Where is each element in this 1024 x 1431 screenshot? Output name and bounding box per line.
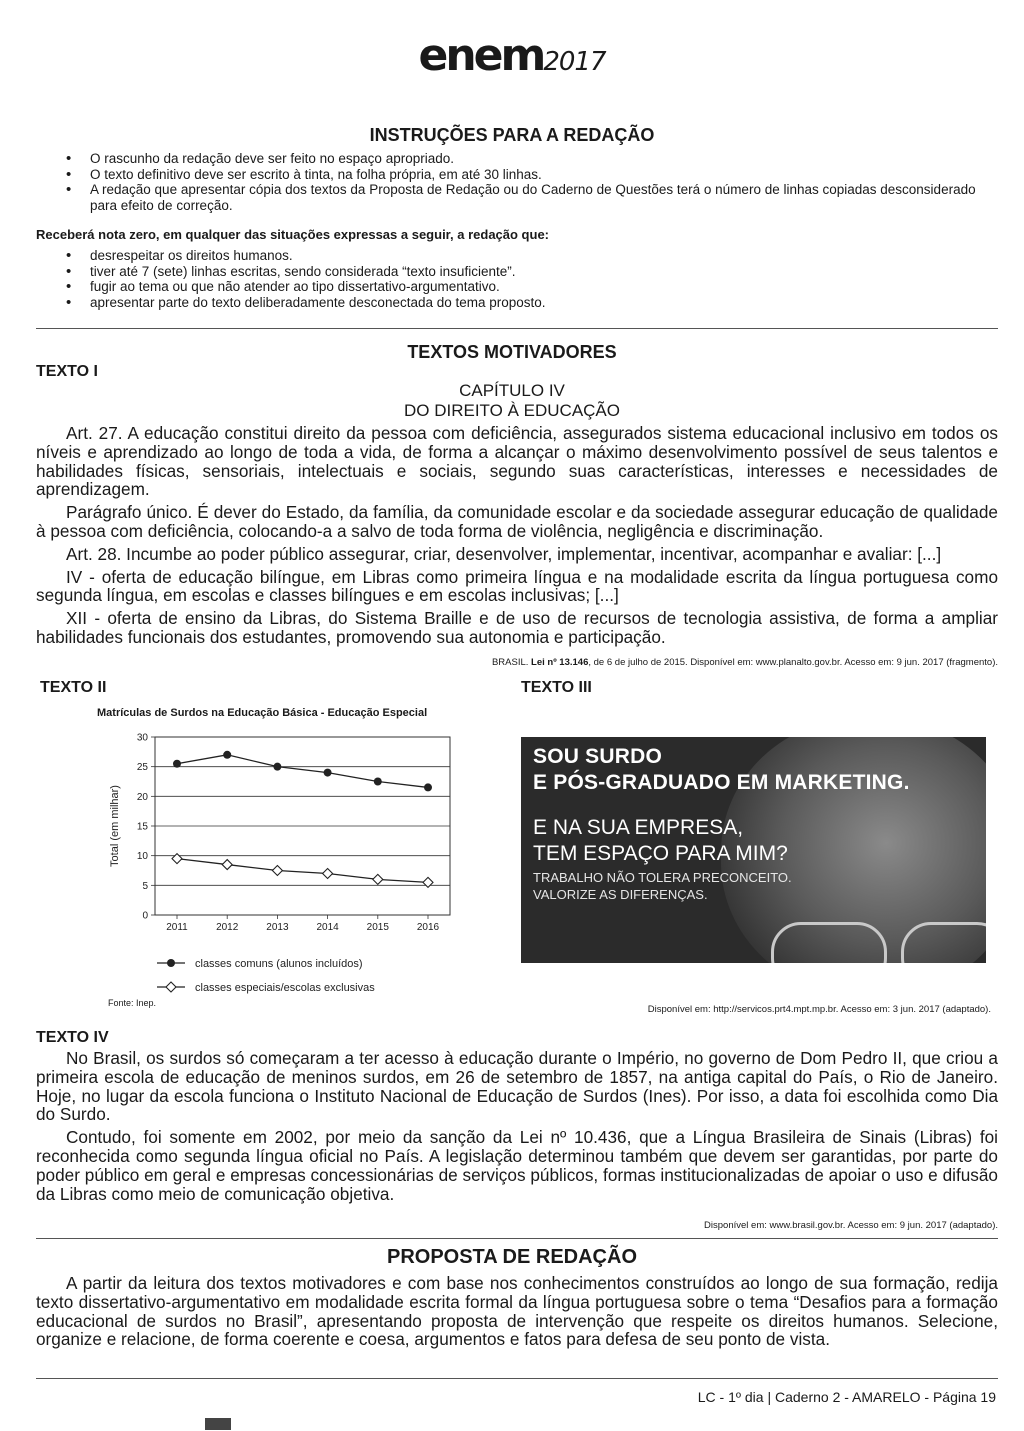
texto1-label: TEXTO I xyxy=(36,363,98,380)
paragraph: XII - oferta de ensino da Libras, do Sistema Braille e de uso de recursos de tecnologia assistiva, de forma a ampliar habilidades funcionais dos estudantes, promovendo sua autonomia e participação. xyxy=(36,608,998,647)
legend-label: classes comuns (alunos incluídos) xyxy=(195,958,363,970)
texto1-body xyxy=(36,424,998,651)
x-tick-label: 2016 xyxy=(416,922,440,933)
zero-condition-item: • apresentar parte do texto deliberadamente desconectada do tema proposto. xyxy=(36,295,1000,311)
x-tick-label: 2014 xyxy=(316,922,339,933)
proposal-title: PROPOSTA DE REDAÇÃO xyxy=(386,1246,638,1268)
x-tick-label: 2011 xyxy=(166,922,188,933)
data-point xyxy=(173,760,181,768)
zero-heading: Receberá nota zero, em qualquer das situações expressas a seguir, a redação que: xyxy=(36,227,549,242)
y-tick-label: 15 xyxy=(136,821,148,833)
data-point xyxy=(374,778,382,786)
instructions-list xyxy=(36,151,1000,213)
page-footer: LC - 1º dia | Caderno 2 - AMARELO - Página 19 xyxy=(697,1389,996,1405)
x-tick-label: 2013 xyxy=(266,922,289,933)
instruction-item: • A redação que apresentar cópia dos textos da Proposta de Redação ou do Caderno de Questões terá o número de linhas copiadas desconsiderado para efeito de correção. xyxy=(36,182,1000,213)
paragraph: Art. 28. Incumbe ao poder público assegurar, criar, desenvolver, implementar, incentivar, acompanhar e avaliar: [...] xyxy=(66,543,942,564)
data-point xyxy=(272,866,282,876)
ad-line-2: E PÓS-GRADUADO EM MARKETING. xyxy=(533,771,910,794)
series-line xyxy=(177,755,428,788)
paragraph: Art. 27. A educação constitui direito da pessoa com deficiência, assegurados sistema educacional inclusivo em todos os níveis e aprendizado ao longo de toda a vida, de forma a alcançar o máximo desenvolvimento possível de seus talentos e habilidades físicas, sensoriais, intelectuais e sociais, segundo suas características, interesses e necessidades de aprendizagem. xyxy=(36,423,998,500)
texto3-label: TEXTO III xyxy=(521,679,592,696)
y-tick-label: 20 xyxy=(136,791,148,803)
motivators-title: TEXTOS MOTIVADORES xyxy=(407,342,617,362)
logo-year: 2017 xyxy=(543,47,606,77)
texto4-label: TEXTO IV xyxy=(36,1029,109,1046)
legend-label: classes especiais/escolas exclusivas xyxy=(195,982,375,994)
paragraph: No Brasil, os surdos só começaram a ter acesso à educação durante o Império, no governo de Dom Pedro II, que criou a primeira escola de educação de meninos surdos, em 26 de setembro de 1857, na antiga capital do País, o Rio de Janeiro. Hoje, no lugar da escola funciona o Instituto Nacional de Educação de Surdos (Ines). Por isso, a data foi escolhida como Dia do Surdo. xyxy=(36,1048,998,1125)
data-point xyxy=(273,763,281,771)
chapter-number: CAPÍTULO IV xyxy=(459,381,565,400)
divider xyxy=(36,1378,998,1379)
y-axis-label: Total (em milhar) xyxy=(109,785,121,867)
instruction-item: • O texto definitivo deve ser escrito à tinta, na folha própria, em até 30 linhas. xyxy=(36,167,1000,183)
data-point xyxy=(424,783,432,791)
paragraph: Parágrafo único. É dever do Estado, da família, da comunidade escolar e da sociedade assegurar educação de qualidade à pessoa com deficiência, colocando-a a salvo de toda forma de violência, negligência e discriminação. xyxy=(36,502,998,541)
line-chart xyxy=(90,722,470,1012)
data-point xyxy=(223,751,231,759)
zero-conditions-list xyxy=(36,248,1000,310)
y-tick-label: 0 xyxy=(142,910,148,922)
glasses-icon xyxy=(901,922,986,963)
chart-title: Matrículas de Surdos na Educação Básica - Educação Especial xyxy=(97,707,428,719)
data-point xyxy=(373,874,383,884)
zero-condition-item: • desrespeitar os direitos humanos. xyxy=(36,248,1000,264)
data-point xyxy=(423,877,433,887)
y-tick-label: 30 xyxy=(136,732,148,744)
data-point xyxy=(172,854,182,864)
ad-line-4: TEM ESPAÇO PARA MIM? xyxy=(533,842,788,865)
zero-condition-item: • fugir ao tema ou que não atender ao tipo dissertativo-argumentativo. xyxy=(36,279,1000,295)
campaign-ad-image xyxy=(521,737,986,963)
ad-line-6: VALORIZE AS DIFERENÇAS. xyxy=(533,887,708,902)
divider xyxy=(36,1238,998,1239)
ad-line-5: TRABALHO NÃO TOLERA PRECONCEITO. xyxy=(533,870,792,885)
texto4-source: Disponível em: www.brasil.gov.br. Acesso em: 9 jun. 2017 (adaptado). xyxy=(704,1220,998,1231)
enem-logo xyxy=(0,30,1024,81)
zero-condition-item: • tiver até 7 (sete) linhas escritas, sendo considerada “texto insuficiente”. xyxy=(36,264,1000,280)
y-tick-label: 25 xyxy=(136,762,148,774)
ad-line-1: SOU SURDO xyxy=(533,745,662,768)
chapter-title: DO DIREITO À EDUCAÇÃO xyxy=(404,401,620,420)
texto1-source-law: Lei nº 13.146 xyxy=(531,657,589,668)
texto4-body xyxy=(36,1049,998,1207)
texto3-source: Disponível em: http://servicos.prt4.mpt.mp.br. Acesso em: 3 jun. 2017 (adaptado). xyxy=(647,1004,991,1015)
texto2-source: Fonte: Inep. xyxy=(108,998,157,1008)
glasses-icon xyxy=(771,922,887,963)
y-tick-label: 10 xyxy=(136,851,148,863)
instructions-title: INSTRUÇÕES PARA A REDAÇÃO xyxy=(369,125,655,145)
page-mark xyxy=(205,1418,231,1430)
data-point xyxy=(222,860,232,870)
instruction-item: • O rascunho da redação deve ser feito no espaço apropriado. xyxy=(36,151,1000,167)
proposal-text: A partir da leitura dos textos motivadores e com base nos conhecimentos construídos ao longo de sua formação, redija texto dissertativo-argumentativo em modalidade escrita formal da língua portuguesa sobre o tema “Desafios para a formação educacional de surdos no Brasil”, apresentando proposta de intervenção que respeite os direitos humanos. Selecione, organize e relacione, de forma coerente e coesa, argumentos e fatos para defesa de seu ponto de vista. xyxy=(36,1273,998,1350)
texto1-source xyxy=(36,657,998,668)
divider xyxy=(36,328,998,329)
data-point xyxy=(324,769,332,777)
series-line xyxy=(177,859,428,883)
paragraph: IV - oferta de educação bilíngue, em Libras como primeira língua e na modalidade escrita da língua portuguesa como segunda língua, em escolas e classes bilíngues e em escolas inclusivas; [...] xyxy=(36,566,998,606)
legend-marker xyxy=(166,982,176,992)
legend-marker xyxy=(167,959,175,967)
y-tick-label: 5 xyxy=(142,880,148,892)
ad-line-3: E NA SUA EMPRESA, xyxy=(533,816,744,839)
paragraph: Contudo, foi somente em 2002, por meio da sanção da Lei nº 10.436, que a Língua Brasileira de Sinais (Libras) foi reconhecida como segunda língua oficial no País. A legislação determinou também que devem ser garantidas, por parte do poder público em geral e empresas concessionárias de serviços públicos, formas institucionalizadas de apoiar o uso e difusão da Libras como meio de comunicação objetiva. xyxy=(36,1127,998,1204)
texto1-source-pre: BRASIL. xyxy=(491,657,532,668)
x-tick-label: 2012 xyxy=(216,922,239,933)
x-tick-label: 2015 xyxy=(366,922,389,933)
data-point xyxy=(323,868,333,878)
texto1-source-post: , de 6 de julho de 2015. Disponível em: www.planalto.gov.br. Acesso em: 9 jun. 2017 (fragmento). xyxy=(588,657,998,668)
proposal-body xyxy=(36,1274,998,1353)
texto2-label: TEXTO II xyxy=(40,679,107,696)
logo-word: enem xyxy=(418,30,544,81)
